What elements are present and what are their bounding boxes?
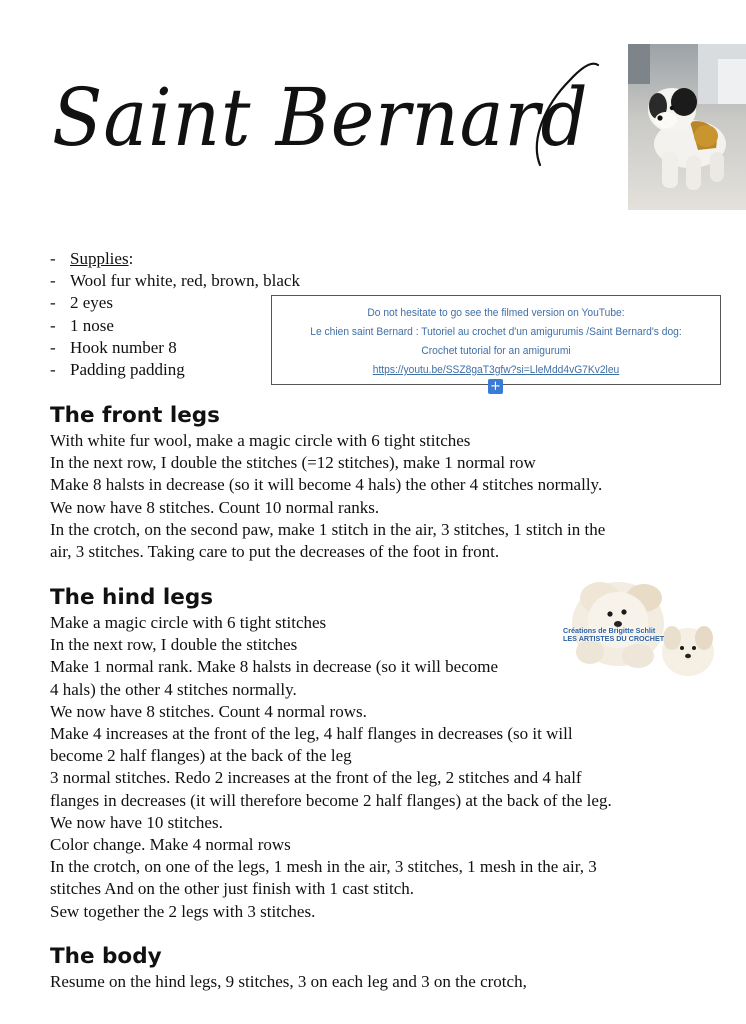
youtube-video-title: Le chien saint Bernard : Tutoriel au crochet d'un amigurumis /Saint Bernard's dog: Crochet tutorial for an amigurumi xyxy=(310,326,682,357)
youtube-intro: Do not hesitate to go see the filmed version on YouTube: xyxy=(367,307,625,319)
add-button[interactable]: + xyxy=(488,379,503,394)
section-heading-front-legs: The front legs xyxy=(50,403,220,428)
front-legs-text: With white fur wool, make a magic circle with 6 tight stitches In the next row, I double the stitches (=12 stitches), make 1 normal row Make 8 halsts in decrease (so it will become 4 hals) the other 4 stitches normally. We now have 8 stitches. Count 10 normal ranks. In the crotch, on the second paw, make 1 stitch in the air, 3 stitches, 1 stitch in the air, 3 stitches. Taking care to put the decreases of the foot in front. xyxy=(50,431,606,562)
list-item: - 1 nose xyxy=(50,315,300,337)
supplies-list xyxy=(50,248,300,381)
hind-legs-text: Make a magic circle with 6 tight stitches In the next row, I double the stitches Make 1 normal rank. Make 8 halsts in decrease (so it will become 4 hals) the other 4 stitches normally. We now have 8 stitches. Count 4 normal rows. Make 4 increases at the front of the leg, 4 half flanges in decreases (so it will become 2 half flanges) at the back of the leg 3 normal stitches. Redo 2 increases at the front of the leg, 2 stitches and 4 half flanges in decreases (it will therefore become 2 half flanges) at the back of the leg. We now have 10 stitches. Color change. Make 4 normal rows In the crotch, on one of the legs, 1 mesh in the air, 3 stitches, 1 mesh in the air, 3 stitches And on the other just finish with 1 cast stitch. Sew together the 2 legs with 3 stitches. xyxy=(50,613,612,921)
list-item: - Padding padding xyxy=(50,359,300,381)
list-item: - 2 eyes xyxy=(50,292,300,314)
body-text: Resume on the hind legs, 9 stitches, 3 on each leg and 3 on the crotch, xyxy=(50,972,527,991)
title-flourish xyxy=(470,55,610,175)
list-item: - Supplies: xyxy=(50,248,300,270)
saint-bernard-photo xyxy=(628,44,746,210)
image-watermark: Créations de Brigitte Schlit LES ARTISTES DU CROCHET xyxy=(563,626,665,643)
list-item: - Hook number 8 xyxy=(50,337,300,359)
section-heading-hind-legs: The hind legs xyxy=(50,585,214,610)
page-title: Saint Bernard xyxy=(52,71,589,164)
list-item: - Wool fur white, red, brown, black xyxy=(50,270,300,292)
youtube-text-box[interactable] xyxy=(271,295,721,385)
supplies-heading: Supplies xyxy=(70,249,129,268)
youtube-link[interactable]: https://youtu.be/SSZ8gaT3gfw?si=LleMdd4vG7Kv2leu xyxy=(372,364,620,376)
section-heading-body: The body xyxy=(50,944,162,969)
